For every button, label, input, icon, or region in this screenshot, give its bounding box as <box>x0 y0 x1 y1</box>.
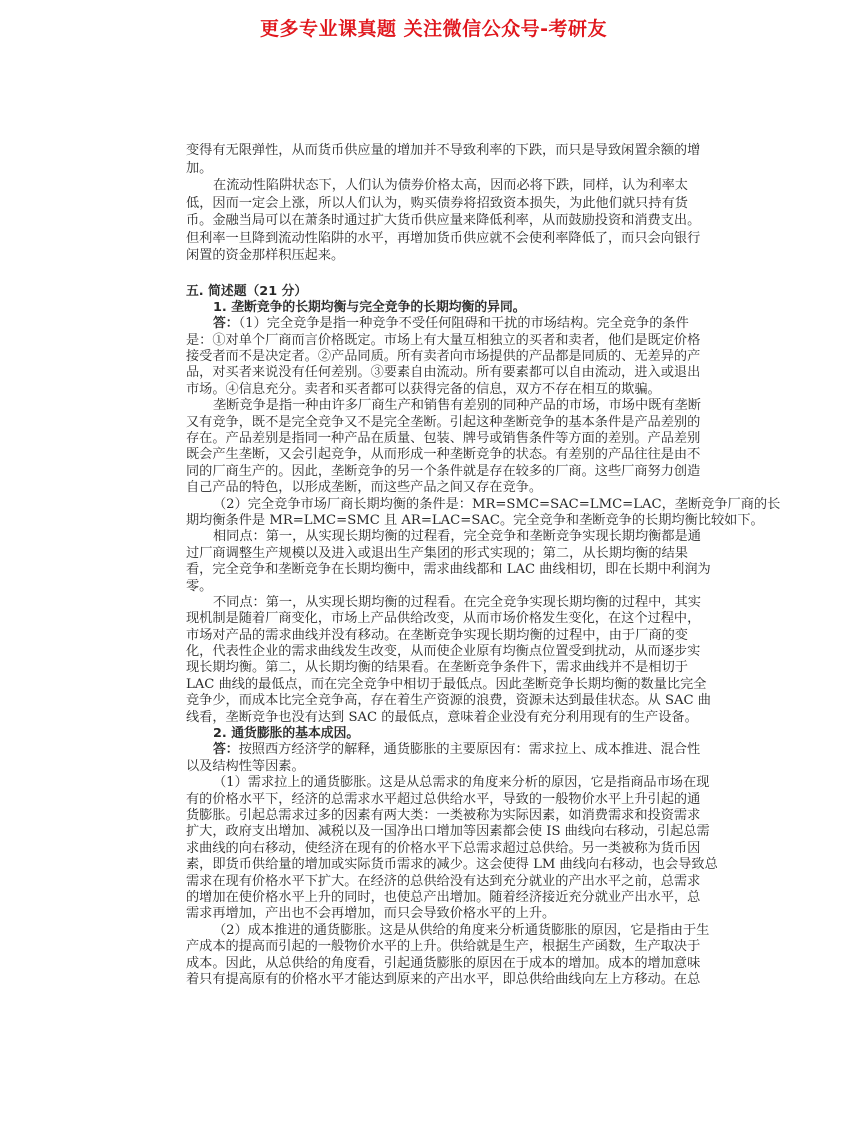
paragraph-line: 相同点：第一，从实现长期均衡的过程看，完全竞争和垄断竞争实现长期均衡都是通 <box>213 529 701 545</box>
paragraph-line: 不同点：第一，从实现长期均衡的过程看。在完全竞争实现长期均衡的过程中，其实 <box>213 594 701 610</box>
paragraph-line: 加。 <box>186 160 213 176</box>
paragraph-line: 币。金融当局可以在萧条时通过扩大货币供应量来降低利率，从而鼓励投资和消费支出。 <box>186 213 701 228</box>
paragraph-line: 市场对产品的需求曲线并没有移动。在垄断竞争实现长期均衡的过程中，由于厂商的变 <box>186 627 688 643</box>
answer-label: 答： <box>213 742 239 758</box>
paragraph-line: 零。 <box>186 578 213 594</box>
paragraph-line: 在流动性陷阱状态下，人们认为债券价格太高，因而必将下跌，同样，认为利率太 <box>213 178 688 193</box>
paragraph-line: 扩大，政府支出增加、减税以及一国净出口增加等因素都会使 IS 曲线向右移动，引起总需 <box>186 824 710 840</box>
paragraph-line: 同的厂商生产的。因此，垄断竞争的另一个条件就是存在较多的厂商。这些厂商努力创造 <box>186 463 701 479</box>
paragraph-line: 期均衡条件是 MR=LMC=SMC 且 AR=LAC=SAC。完全竞争和垄断竞争的长期均衡比较如下。 <box>186 512 764 528</box>
paragraph-line: 货膨胀。引起总需求过多的因素有两大类：一类被称为实际因素，如消费需求和投资需求 <box>186 808 701 823</box>
paragraph-line: 自己产品的特色，以形成垄断，而这些产品之间又存在竞争。 <box>186 480 543 496</box>
paragraph-line: 需求在现有价格水平下扩大。在经济的总供给没有达到充分就业的产出水平之前，总需求 <box>186 873 701 889</box>
paragraph-line: 成本。因此，从总供给的角度看，引起通货膨胀的原因在于成本的增加。成本的增加意味 <box>186 955 701 971</box>
paragraph-line: 过厂商调整生产规模以及进入或退出生产集团的形式实现的；第二，从长期均衡的结果 <box>186 545 688 561</box>
paragraph-line: 闲置的资金那样积压起来。 <box>186 248 345 263</box>
paragraph-line: 变得有无限弹性，从而货币供应量的增加并不导致利率的下跌，而只是导致闲置余额的增 <box>186 143 701 158</box>
paragraph-line: 又有竞争，既不是完全竞争又不是完全垄断。引起这种垄断竞争的基本条件是产品差别的 <box>186 414 701 430</box>
answer-label: 答： <box>213 316 239 332</box>
section-gap <box>186 265 688 284</box>
question-title: 2. 通货膨胀的基本成因。 <box>213 726 360 742</box>
paragraph-line <box>186 742 701 758</box>
paragraph-line: 有的价格水平下，经济的总需求水平超过总供给水平，导致的一般物价水平上升引起的通 <box>186 791 701 807</box>
paragraph-line: 看，完全竞争和垄断竞争在长期均衡中，需求曲线都和 LAC 曲线相切，即在长期中利润为 <box>186 562 711 578</box>
document-body <box>186 142 781 988</box>
paragraph-line: 以及结构性等因素。 <box>186 758 305 774</box>
intro-section <box>186 142 701 265</box>
paragraph-line: 现机制是随着厂商变化，市场上产品供给改变，从而市场价格发生变化，在这个过程中， <box>186 611 701 627</box>
paragraph-line: 线看，垄断竞争也没有达到 SAC 的最低点，意味着企业没有充分利用现有的生产设备。 <box>186 709 698 725</box>
question-title: 1. 垄断竞争的长期均衡与完全竞争的长期均衡的异同。 <box>213 299 526 315</box>
promo-banner: 更多专业课真题 关注微信公众号-考研友 <box>259 18 607 40</box>
paragraph-line <box>186 316 688 332</box>
paragraph-line: 垄断竞争是指一种由许多厂商生产和销售有差别的同种产品的市场，市场中既有垄断 <box>213 398 701 414</box>
short-answer-section <box>186 283 781 989</box>
paragraph-line: 求曲线的向右移动，使经济在现有的价格水平下总需求超过总供给。另一类被称为货币因 <box>186 840 701 856</box>
paragraph-line: 市场。④信息充分。卖者和买者都可以获得完备的信息，双方不存在相互的欺骗。 <box>186 381 661 397</box>
paragraph-line: （1）需求拉上的通货膨胀。这是从总需求的角度来分析的原因，它是指商品市场在现 <box>213 775 710 791</box>
paragraph-line: 素，即货币供给量的增加或实际货币需求的减少。这会使得 LM 曲线向右移动，也会导致总 <box>186 857 718 873</box>
paragraph-line: 既会产生垄断，又会引起竞争，从而形成一种垄断竞争的状态。有差别的产品往往是由不 <box>186 447 701 463</box>
paragraph-line: LAC 曲线的最低点，而在完全竞争中相切于最低点。因此垄断竞争长期均衡的数量比完全 <box>186 676 707 692</box>
paragraph-line: （2）成本推进的通货膨胀。这是从供给的角度来分析通货膨胀的原因，它是指由于生 <box>213 922 710 938</box>
paragraph-line: 但利率一旦降到流动性陷阱的水平，再增加货币供应就不会使利率降低了，而只会向银行 <box>186 230 701 246</box>
paragraph-line: 是：①对单个厂商而言价格既定。市场上有大量互相独立的买者和卖者，他们是既定价格 <box>186 332 701 348</box>
paragraph-line: 产成本的提高而引起的一般物价水平的上升。供给就是生产，根据生产函数，生产取决于 <box>186 939 701 955</box>
section-title: 五. 简述题（21 分） <box>186 283 308 299</box>
paragraph-line: 竞争少，而成本比完全竞争高，存在着生产资源的浪费，资源未达到最佳状态。从 SAC 曲 <box>186 693 711 709</box>
paragraph-line: （2）完全竞争市场厂商长期均衡的条件是：MR=SMC=SAC=LMC=LAC，垄断竞争厂商的长 <box>213 496 781 512</box>
paragraph-line: 低，因而一定会上涨，所以人们认为，购买债券将招致资本损失，为此他们就只持有货 <box>186 195 688 211</box>
paragraph-line: 化，代表性企业的需求曲线发生改变，从而使企业原有均衡点位置受到扰动，从而逐步实 <box>186 644 701 660</box>
paragraph-line: 接受者而不是决定者。②产品同质。所有卖者向市场提供的产品都是同质的、无差异的产 <box>186 349 701 365</box>
paragraph-line: 品，对买者来说没有任何差别。③要素自由流动。所有要素都可以自由流动，进入或退出 <box>186 365 701 381</box>
line-text: 按照西方经济学的解释，通货膨胀的主要原因有：需求拉上、成本推进、混合性 <box>238 742 701 758</box>
paragraph-line: 现长期均衡。第二，从长期均衡的结果看。在垄断竞争条件下，需求曲线并不是相切于 <box>186 660 688 676</box>
paragraph-line: 的增加在使价格水平上升的同时，也使总产出增加。随着经济接近充分就业产出水平，总 <box>186 889 701 905</box>
paragraph-line: 存在。产品差别是指同一种产品在质量、包装、牌号或销售条件等方面的差别。产品差别 <box>186 431 701 447</box>
paragraph-line: 需求再增加，产出也不会再增加，而只会导致价格水平的上升。 <box>186 906 556 922</box>
paragraph-line: 着只有提高原有的价格水平才能达到原来的产出水平，即总供给曲线向左上方移动。在总 <box>186 971 701 987</box>
line-text: （1）完全竞争是指一种竞争不受任何阻碍和干扰的市场结构。完全竞争的条件 <box>238 316 689 332</box>
